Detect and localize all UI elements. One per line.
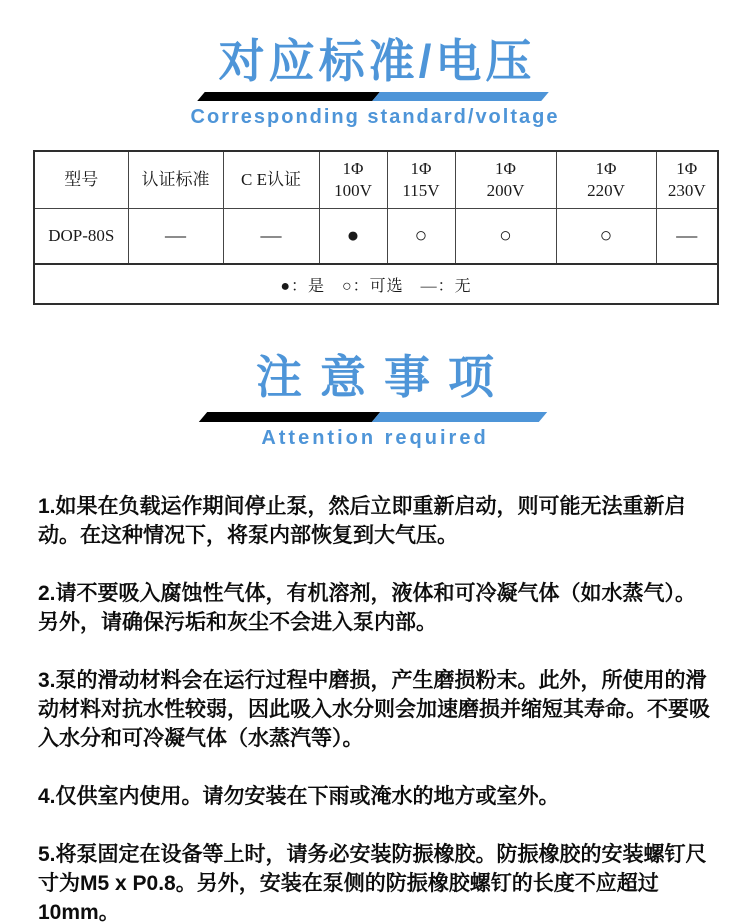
standard-voltage-subtitle: Corresponding standard/voltage [190,106,560,128]
col-header-115v: 1Φ 115V [387,151,455,208]
col-header-ce-cert: C E认证 [223,151,319,208]
divider-black-segment [197,92,380,101]
divider-bar [197,92,549,101]
table-header-row [34,151,718,208]
col-header-200v: 1Φ 200V [455,151,556,208]
col-header-220v: 1Φ 220V [556,151,656,208]
divider-blue-segment [372,412,547,422]
note-item-3: 3.泵的滑动材料会在运行过程中磨损，产生磨损粉末。此外，所使用的滑动材料对抗水性较弱，因此吸入水分则会加速磨损并缩短其寿命。不要吸入水分和可冷凝气体（水蒸汽等）。 [38,669,710,750]
note-item-4: 4.仅供室内使用。请勿安装在下雨或淹水的地方或室外。 [38,785,560,808]
attention-title: 注意事项 [256,351,512,403]
col-header-model: 型号 [34,151,128,208]
cell-model: DOP-80S [34,208,128,264]
table-row [34,208,718,264]
col-header-230v: 1Φ 230V [656,151,718,208]
note-item-2: 2.请不要吸入腐蚀性气体，有机溶剂，液体和可冷凝气体（如水蒸气）。另外，请确保污垢和灰尘不会进入泵内部。 [38,582,697,634]
col-header-cert-standard: 认证标准 [128,151,223,208]
cell-115v: ○ [387,208,455,264]
cell-ce-cert: — [223,208,319,264]
cell-230v: — [656,208,718,264]
cell-200v: ○ [455,208,556,264]
divider-black-segment [199,412,381,422]
attention-subtitle: Attention required [261,427,489,449]
note-item-5: 5.将泵固定在设备等上时，请务必安装防振橡胶。防振橡胶的安装螺钉尺寸为M5 x P0.8。另外，安装在泵侧的防振橡胶螺钉的长度不应超过10mm。 [38,843,707,924]
standard-voltage-table [33,150,719,305]
table-legend-row [34,264,718,304]
attention-notes [38,492,714,924]
table-legend: ●：是 ○：可选 —：无 [34,264,718,304]
note-item-1: 1.如果在负载运作期间停止泵，然后立即重新启动，则可能无法重新启动。在这种情况下，将泵内部恢复到大气压。 [38,495,686,547]
divider-bar [199,412,547,422]
divider-blue-segment [373,92,549,101]
cell-100v: ● [319,208,387,264]
standard-voltage-title: 对应标准/电压 [218,35,536,87]
cell-220v: ○ [556,208,656,264]
col-header-100v: 1Φ 100V [319,151,387,208]
cell-cert-standard: — [128,208,223,264]
